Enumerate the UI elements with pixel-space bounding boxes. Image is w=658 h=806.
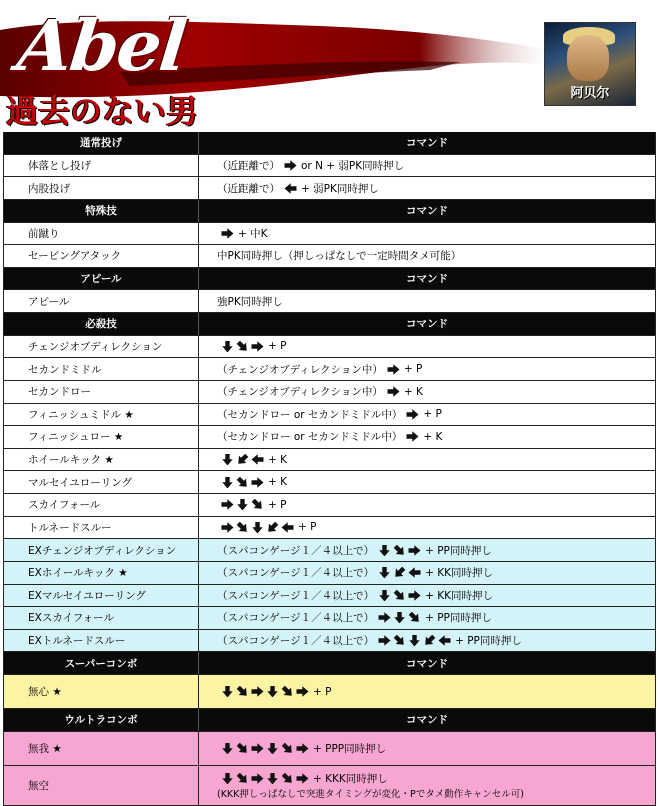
move-name: EXトルネードスルー	[28, 635, 126, 648]
move-command-cell	[199, 381, 655, 403]
move-name: 体落とし投げ	[28, 159, 91, 172]
input-arrows	[221, 773, 309, 784]
move-name-cell	[4, 449, 199, 471]
move-command-cell	[199, 358, 655, 380]
arrow-d-icon	[378, 567, 391, 578]
arrow-df-icon	[281, 743, 294, 754]
command-suffix: + P	[268, 340, 287, 353]
input-arrows	[378, 567, 421, 578]
page-header	[0, 0, 658, 132]
command-suffix: + K	[268, 476, 288, 489]
move-row	[4, 177, 655, 200]
arrow-df-icon	[251, 499, 264, 510]
section-title	[4, 709, 199, 731]
move-name: セカンドミドル	[28, 363, 102, 376]
command-suffix: + KK同時押し	[425, 589, 494, 602]
command-note: (KKK押しっぱなしで突進タイミングが変化・Pでタメ動作キャンセル可)	[217, 788, 524, 800]
move-row	[4, 539, 655, 562]
arrow-d-icon	[221, 477, 234, 488]
move-row	[4, 404, 655, 427]
command-prefix: 強PK同時押し	[217, 295, 283, 308]
arrow-df-icon	[393, 635, 406, 646]
move-row	[4, 290, 655, 313]
command-table	[3, 132, 656, 806]
input-arrows	[284, 160, 297, 171]
arrow-df-icon	[236, 477, 249, 488]
command-column-title	[199, 132, 655, 154]
arrow-d-icon	[221, 773, 234, 784]
move-command-cell	[199, 494, 655, 516]
arrow-d-icon	[266, 743, 279, 754]
command-column-title	[199, 313, 655, 335]
command-line	[217, 181, 379, 196]
move-name: ホイールキック ★	[28, 454, 114, 467]
arrow-f-icon	[408, 590, 421, 601]
command-prefix: （スパコンゲージ１／４以上で）	[217, 589, 375, 602]
move-name: EXチェンジオブディレクション	[28, 544, 177, 557]
arrow-f-icon	[251, 341, 264, 352]
command-column-text: コマンド	[406, 714, 448, 727]
move-row	[4, 732, 655, 766]
command-prefix: （スパコンゲージ１／４以上で）	[217, 612, 375, 625]
move-name-cell	[4, 562, 199, 584]
command-column-text: コマンド	[406, 137, 448, 150]
section-title-text: 通常投げ	[80, 137, 122, 150]
command-prefix: （スパコンゲージ１／４以上で）	[217, 567, 375, 580]
move-name: EXスカイフォール	[28, 612, 114, 625]
section-header	[4, 200, 655, 223]
command-line	[217, 384, 423, 399]
command-suffix: + 中K	[238, 227, 268, 240]
input-arrows	[378, 545, 421, 556]
command-prefix: （チェンジオブディレクション中）	[217, 386, 383, 399]
arrow-f-icon	[408, 545, 421, 556]
move-name-cell	[4, 585, 199, 607]
input-arrows	[284, 183, 297, 194]
input-arrows	[221, 477, 264, 488]
command-line	[217, 633, 522, 648]
portrait-caption: 阿贝尔	[570, 86, 610, 101]
move-command-cell	[199, 675, 655, 708]
move-name: EXホイールキック ★	[28, 567, 128, 580]
arrow-d-icon	[378, 545, 391, 556]
input-arrows	[378, 590, 421, 601]
move-name-cell	[4, 766, 199, 805]
command-line	[217, 407, 442, 422]
move-name-cell	[4, 539, 199, 561]
move-name: マルセイユローリング	[28, 476, 133, 489]
command-line	[217, 429, 442, 444]
move-command-cell	[199, 585, 655, 607]
arrow-f-icon	[296, 743, 309, 754]
section-header	[4, 132, 655, 155]
move-command-cell	[199, 732, 655, 765]
move-row	[4, 426, 655, 449]
command-suffix: + K	[423, 430, 443, 443]
input-arrows	[378, 635, 451, 646]
command-suffix: + P	[313, 685, 332, 698]
move-command-cell	[199, 517, 655, 539]
move-command-cell	[199, 245, 655, 267]
command-prefix: （近距離で）	[217, 182, 280, 195]
arrow-d-icon	[266, 686, 279, 697]
arrow-f-icon	[378, 635, 391, 646]
command-line	[217, 454, 287, 466]
input-arrows	[221, 743, 309, 754]
arrow-f-icon	[221, 499, 234, 510]
section-title-text: アピール	[80, 273, 122, 286]
move-name-cell	[4, 245, 199, 267]
input-arrows	[387, 364, 400, 375]
command-line	[217, 565, 493, 580]
move-name: 無心 ★	[28, 686, 62, 698]
command-line	[217, 294, 283, 309]
move-name-cell	[4, 155, 199, 177]
arrow-d-icon	[221, 743, 234, 754]
command-prefix: （近距離で）	[217, 159, 280, 172]
move-row	[4, 381, 655, 404]
arrow-f-icon	[387, 364, 400, 375]
page-subtitle: 過去のない男	[6, 92, 199, 130]
command-line	[217, 771, 388, 786]
command-suffix: + 弱PK同時押し	[301, 182, 379, 195]
move-name-cell	[4, 336, 199, 358]
move-row	[4, 585, 655, 608]
arrow-df-icon	[393, 590, 406, 601]
arrow-f-icon	[378, 612, 391, 623]
move-name-cell	[4, 223, 199, 245]
command-column-title	[199, 268, 655, 290]
command-column-text: コマンド	[406, 657, 448, 670]
input-arrows	[221, 686, 309, 697]
command-line	[217, 499, 286, 511]
move-name: チェンジオブディレクション	[28, 340, 163, 353]
move-name: スカイフォール	[28, 499, 101, 512]
arrow-f-icon	[221, 228, 234, 239]
input-arrows	[221, 522, 294, 533]
section-header	[4, 652, 655, 675]
command-line	[217, 248, 461, 263]
input-arrows	[221, 454, 264, 465]
move-name: セービングアタック	[28, 250, 122, 263]
command-line	[217, 476, 287, 488]
section-title	[4, 200, 199, 222]
move-row	[4, 155, 655, 178]
move-row	[4, 766, 655, 806]
move-name: フィニッシュミドル ★	[28, 408, 134, 421]
move-name-cell	[4, 607, 199, 629]
section-title-text: スーパーコンボ	[64, 657, 138, 670]
move-command-cell	[199, 562, 655, 584]
command-suffix: + P	[298, 521, 317, 534]
arrow-f-icon	[406, 431, 419, 442]
move-row	[4, 336, 655, 359]
command-line	[217, 610, 492, 625]
command-line	[217, 340, 286, 352]
move-name-cell	[4, 177, 199, 199]
move-command-cell	[199, 539, 655, 561]
move-row	[4, 449, 655, 472]
input-arrows	[221, 228, 234, 239]
move-command-cell	[199, 155, 655, 177]
command-suffix: + K	[403, 385, 423, 398]
character-portrait	[544, 22, 636, 106]
move-command-cell	[199, 404, 655, 426]
arrow-b-icon	[438, 635, 451, 646]
move-name-cell	[4, 494, 199, 516]
move-name-cell	[4, 675, 199, 708]
move-command-cell	[199, 336, 655, 358]
command-suffix: or N + 弱PK同時押し	[301, 159, 405, 172]
command-prefix: 中PK同時押し（押しっぱなしで一定時間タメ可能）	[217, 250, 462, 263]
move-row	[4, 630, 655, 653]
move-name-cell	[4, 426, 199, 448]
section-title	[4, 132, 199, 154]
arrow-f-icon	[296, 686, 309, 697]
move-name-cell	[4, 290, 199, 312]
move-row	[4, 675, 655, 709]
arrow-df-icon	[281, 773, 294, 784]
move-name-cell	[4, 471, 199, 493]
move-row	[4, 245, 655, 268]
section-header	[4, 268, 655, 291]
command-line	[217, 158, 404, 173]
command-line	[217, 686, 331, 698]
move-command-cell	[199, 426, 655, 448]
move-command-cell	[199, 471, 655, 493]
move-row	[4, 517, 655, 540]
command-prefix: （スパコンゲージ１／４以上で）	[217, 635, 375, 648]
input-arrows	[406, 409, 419, 420]
arrow-d-icon	[266, 773, 279, 784]
arrow-d-icon	[378, 590, 391, 601]
move-row	[4, 494, 655, 517]
arrow-f-icon	[284, 160, 297, 171]
move-name-cell	[4, 358, 199, 380]
move-name: フィニッシュロー ★	[28, 431, 124, 444]
arrow-db-icon	[423, 635, 436, 646]
move-command-cell	[199, 630, 655, 652]
portrait-face	[567, 35, 609, 81]
arrow-b-icon	[284, 183, 297, 194]
move-name-cell	[4, 381, 199, 403]
arrow-f-icon	[251, 773, 264, 784]
command-suffix: + KKK同時押し	[313, 772, 388, 785]
move-name-cell	[4, 732, 199, 765]
move-name-cell	[4, 404, 199, 426]
arrow-f-icon	[296, 773, 309, 784]
move-name: トルネードスルー	[28, 521, 112, 534]
command-line	[217, 588, 493, 603]
arrow-df-icon	[281, 686, 294, 697]
arrow-f-icon	[251, 686, 264, 697]
arrow-d-icon	[221, 686, 234, 697]
move-name: 無我 ★	[28, 742, 62, 755]
command-column-title	[199, 652, 655, 674]
move-name: セカンドロー	[28, 386, 91, 399]
arrow-df-icon	[236, 743, 249, 754]
arrow-df-icon	[408, 612, 421, 623]
move-row	[4, 358, 655, 381]
move-name: 前蹴り	[28, 227, 60, 240]
move-name-cell	[4, 517, 199, 539]
arrow-b-icon	[281, 522, 294, 533]
move-name-cell	[4, 630, 199, 652]
command-suffix: + PP同時押し	[425, 612, 492, 625]
section-title-text: ウルトラコンボ	[64, 714, 138, 727]
command-line	[217, 226, 268, 241]
command-column-text: コマンド	[406, 205, 448, 218]
arrow-d-icon	[408, 635, 421, 646]
arrow-d-icon	[221, 341, 234, 352]
arrow-f-icon	[406, 409, 419, 420]
arrow-f-icon	[221, 522, 234, 533]
command-suffix: + KK同時押し	[425, 567, 494, 580]
arrow-db-icon	[393, 567, 406, 578]
move-command-cell	[199, 290, 655, 312]
move-row	[4, 607, 655, 630]
move-command-cell	[199, 766, 655, 805]
move-row	[4, 471, 655, 494]
command-suffix: + PP同時押し	[455, 635, 522, 648]
command-suffix: + K	[268, 453, 288, 466]
input-arrows	[378, 612, 421, 623]
arrow-df-icon	[236, 686, 249, 697]
arrow-df-icon	[236, 773, 249, 784]
arrow-d-icon	[221, 454, 234, 465]
input-arrows	[406, 431, 419, 442]
arrow-b-icon	[251, 454, 264, 465]
command-column-title	[199, 709, 655, 731]
move-row	[4, 562, 655, 585]
move-command-cell	[199, 449, 655, 471]
command-column-text: コマンド	[406, 273, 448, 286]
move-name: EXマルセイユローリング	[28, 589, 146, 602]
command-prefix: （スパコンゲージ１／４以上で）	[217, 544, 375, 557]
arrow-d-icon	[393, 612, 406, 623]
command-prefix: （セカンドロー or セカンドミドル中）	[217, 408, 403, 421]
move-row	[4, 223, 655, 246]
section-header	[4, 313, 655, 336]
move-command-cell	[199, 223, 655, 245]
command-prefix: （セカンドロー or セカンドミドル中）	[217, 431, 403, 444]
move-command-cell	[199, 177, 655, 199]
command-suffix: + P	[423, 408, 442, 421]
section-title	[4, 268, 199, 290]
arrow-f-icon	[251, 477, 264, 488]
section-title-text: 特殊技	[85, 205, 117, 218]
arrow-df-icon	[236, 341, 249, 352]
command-suffix: + PPP同時押し	[313, 742, 387, 755]
arrow-df-icon	[393, 545, 406, 556]
arrow-d-icon	[236, 499, 249, 510]
arrow-df-icon	[236, 522, 249, 533]
arrow-f-icon	[251, 743, 264, 754]
section-title	[4, 652, 199, 674]
input-arrows	[221, 499, 264, 510]
command-column-text: コマンド	[406, 318, 448, 331]
section-header	[4, 709, 655, 732]
logo-title: Abel	[13, 4, 189, 87]
command-column-title	[199, 200, 655, 222]
move-name: 無空	[28, 779, 49, 792]
command-line	[217, 543, 492, 558]
move-command-cell	[199, 607, 655, 629]
command-suffix: + P	[403, 363, 423, 376]
arrow-db-icon	[236, 454, 249, 465]
arrow-f-icon	[387, 386, 400, 397]
command-line	[217, 362, 422, 377]
move-name: アピール	[28, 295, 70, 308]
command-prefix: （チェンジオブディレクション中）	[217, 363, 383, 376]
arrow-d-icon	[251, 522, 264, 533]
section-title	[4, 313, 199, 335]
command-suffix: + P	[268, 498, 287, 511]
command-line	[217, 521, 316, 533]
input-arrows	[387, 386, 400, 397]
command-line	[217, 741, 386, 756]
arrow-db-icon	[266, 522, 279, 533]
move-name: 内股投げ	[28, 182, 70, 195]
arrow-b-icon	[408, 567, 421, 578]
command-suffix: + PP同時押し	[425, 544, 492, 557]
input-arrows	[221, 341, 264, 352]
section-title-text: 必殺技	[85, 318, 117, 331]
